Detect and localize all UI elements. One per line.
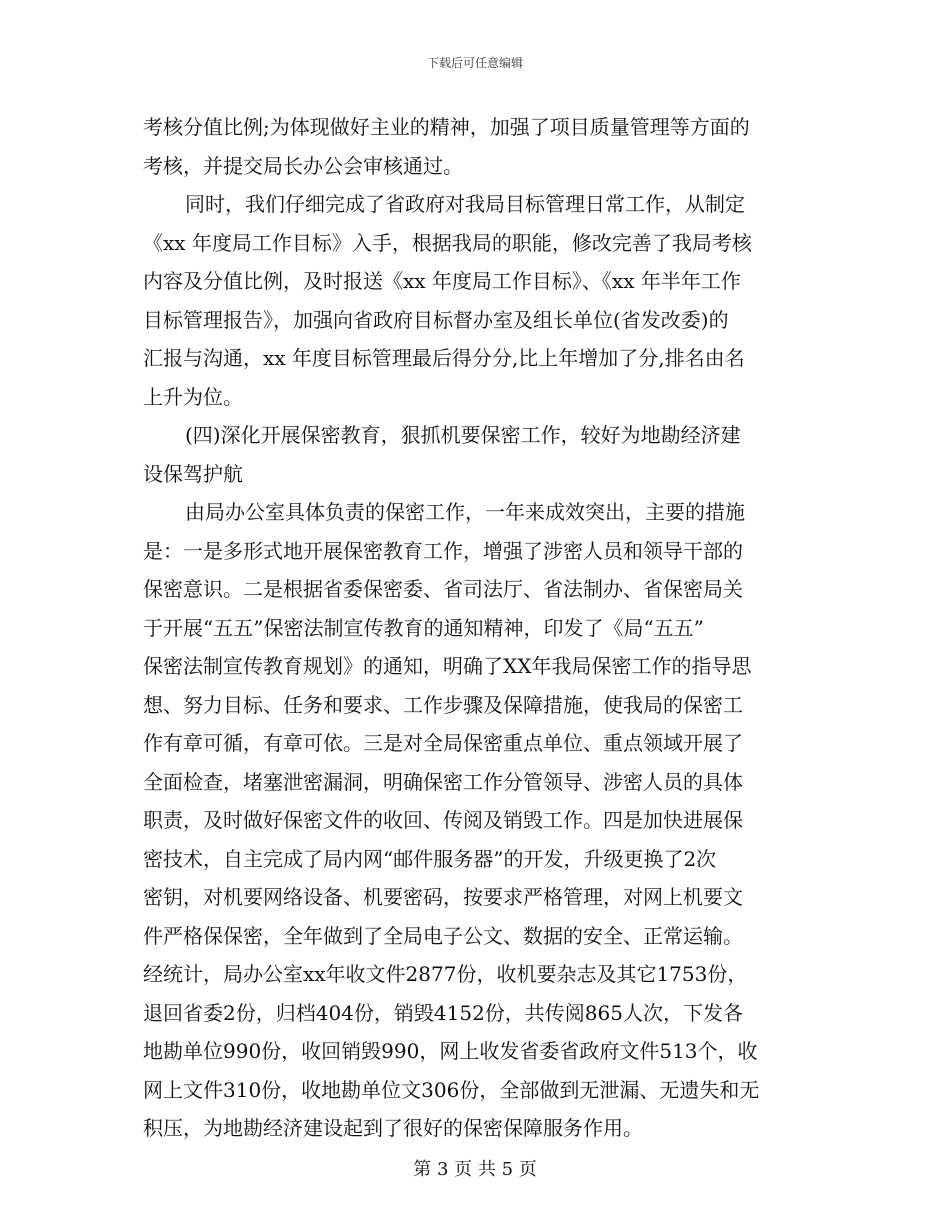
text-line: 《xx 年度局工作目标》入手，根据我局的职能，修改完善了我局考核 [143, 230, 752, 255]
text-line: 密钥，对机要网络设备、机要密码，按要求严格管理，对网上机要文 [143, 885, 743, 909]
text-line: 考核，并提交局长办公会审核通过。 [143, 153, 463, 178]
page-header: 下载后可任意编辑 [426, 56, 523, 70]
text-line: 作有章可循，有章可依。三是对全局保密重点单位、重点领域开展了 [143, 731, 743, 755]
text-line: 目标管理报告》，加强向省政府目标督办室及组长单位(省发改委)的 [143, 307, 729, 332]
text-line: 地勘单位990份，收回销毁990，网上收发省委省政府文件513个，收 [143, 1039, 758, 1063]
section-heading-continued: 设保驾护航 [143, 461, 243, 486]
text-line: 保密意识。二是根据省委保密委、省司法厅、省法制办、省保密局关 [143, 577, 743, 601]
page-footer: 第 3 页 共 5 页 [413, 1159, 537, 1180]
text-line: 全面检查，堵塞泄密漏洞，明确保密工作分管领导、涉密人员的具体 [143, 769, 743, 794]
text-line: 汇报与沟通，xx 年度目标管理最后得分分,比上年增加了分,排名由名 [143, 346, 745, 370]
text-line: 于开展“五五”保密法制宣传教育的通知精神，印发了《局“五五” [143, 615, 704, 640]
text-line: 上升为位。 [143, 384, 243, 409]
text-line: 积压，为地勘经济建设起到了很好的保密保障服务作用。 [143, 1116, 643, 1140]
text-line: 网上文件310份，收地勘单位文306份，全部做到无泄漏、无遗失和无 [143, 1077, 760, 1102]
text-line: 件严格保保密，全年做到了全局电子公文、数据的安全、正常运输。 [143, 923, 743, 948]
document-body [143, 108, 809, 1148]
text-line: 退回省委2份，归档404份，销毁4152份，共传阅865人次，下发各 [143, 1000, 743, 1025]
text-line: 考核分值比例;为体现做好主业的精神，加强了项目质量管理等方面的 [143, 115, 750, 139]
paragraph-start: 同时，我们仔细完成了省政府对我局目标管理日常工作，从制定 [185, 192, 745, 216]
text-line: 是：一是多形式地开展保密教育工作，增强了涉密人员和领导干部的 [143, 538, 743, 563]
text-line: 密技术，自主完成了局内网“邮件服务器”的开发，升级更换了2次 [143, 846, 717, 871]
text-line: 内容及分值比例，及时报送《xx 年度局工作目标》、《xx 年半年工作 [143, 269, 741, 293]
text-line: 保密法制宣传教育规划》的通知，明确了XX年我局保密工作的指导思 [143, 654, 752, 678]
text-line: 职责，及时做好保密文件的收回、传阅及销毁工作。四是加快进展保 [143, 808, 743, 832]
text-line: 经统计，局办公室xx年收文件2877份，收机要杂志及其它1753份， [143, 962, 748, 986]
paragraph-start: 由局办公室具体负责的保密工作，一年来成效突出，主要的措施 [185, 500, 745, 524]
text-line: 想、努力目标、任务和要求、工作步骤及保障措施，使我局的保密工 [143, 692, 743, 717]
section-heading: (四)深化开展保密教育，狠抓机要保密工作，较好为地勘经济建 [185, 423, 741, 447]
